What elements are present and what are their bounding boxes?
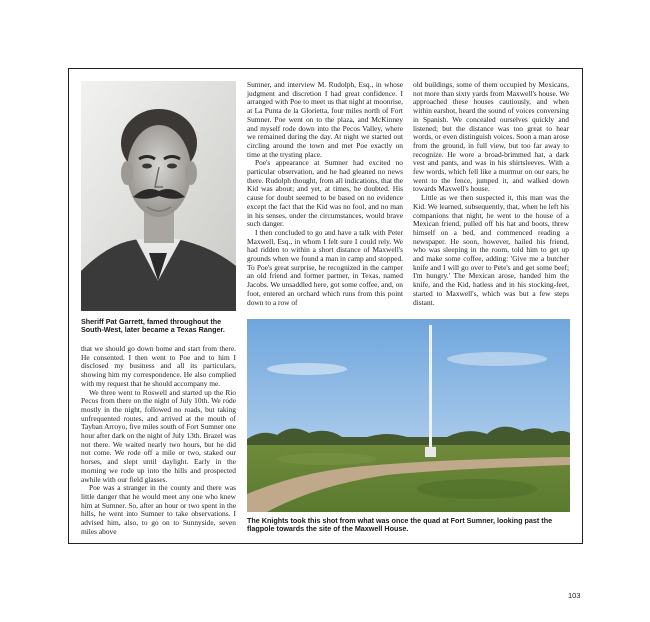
landscape-caption: The Knights took this shot from what was once the quad at Fort Sumner, looking past the flagpole towards the site of the Maxwell House. bbox=[247, 516, 553, 534]
column-1-text bbox=[81, 345, 236, 536]
column-2-text bbox=[247, 81, 403, 307]
portrait-caption: Sheriff Pat Garrett, famed throughout the South-West, later became a Texas Ranger. bbox=[81, 317, 225, 335]
paragraph: Poe was a stranger in the county and there was little danger that he would meet any one who knew him at Sumner. So, after an hour or two spent in the hills, he went into Sumner to take observations. I advised him, also, to go on to Sunnyside, seven miles above bbox=[81, 483, 236, 536]
paragraph: We three went to Roswell and started up the Rio Pecos from there on the night of July 10th. We rode mostly in the night, followed no roads, but taking unfrequented routes, and arrived at the mouth of Tayban Arroyo, five miles south of Fort Sumner one hour after dark on the night of July 13th. Brazel was not there. We waited nearly two hours, but he did not come. We rode off a mile or two, staked our horses, and slept until daylight. Early in the morning we rode up into the hills and prospected awhile with our field glasses. bbox=[81, 387, 236, 484]
paragraph: I then concluded to go and have a talk with Peter Maxwell, Esq., in whom I felt sure I could rely. We had ridden to within a short distance of Maxwell's grounds when we found a man in camp and stopped. To Poe's great surprise, he recognized in the camper an old friend and former partner, in Texas, named Jacobs. We unsaddled here, got some coffee, and, on foot, entered an orchard which runs from this point down to a row of bbox=[247, 227, 403, 307]
landscape-image bbox=[247, 319, 570, 512]
paragraph: old buildings, some of them occupied by Mexicans, not more than sixty yards from Maxwell's house. We approached these houses cautiously, and when within earshot, heard the sound of voices conversing in Spanish. We concealed ourselves quickly and listened; but the distance was too great to hear words, or even distinguish voices. Soon a man arose from the ground, in full view, but too far away to recognize. He wore a broad-brimmed hat, a dark vest and pants, and was in his shirtsleeves. With a few words, which fell like a murmur on our ears, he went to the fence, jumped it, and walked down towards Maxwell's house. bbox=[413, 80, 569, 194]
portrait-image bbox=[81, 81, 236, 311]
paragraph: Poe's appearance at Sumner had excited no particular observation, and he had gleaned no news there. Rudolph thought, from all indications, that the Kid was about; and yet, at times, he doubted. His cause for doubt seemed to be based on no evidence except the fact that the Kid was no fool, and no man in his senses, under the circumstances, would brave such danger. bbox=[247, 158, 403, 229]
portrait-photo bbox=[81, 81, 236, 311]
paragraph: Sumner, and interview M. Rudolph, Esq., in whose judgment and discretion I had great confidence. I arranged with Poe to meet us that night at moonrise, at La Punta de la Glorietta, four miles north of Fort Sumner. Poe went on to the plaza, and McKinney and myself rode down into the Pecos Valley, where we remained during the day. At night we started out circling around the town and met Poe exactly on time at the trysting place. bbox=[247, 80, 403, 159]
paragraph: Little as we then suspected it, this man was the Kid. We learned, subsequently, that, when he left his companions that night, he went to the house of a Mexican friend, pulled off his hat and boots, threw himself on a bed, and commenced reading a newspaper. He soon, however, hailed his friend, who was sleeping in the room, told him to get up and make some coffee, adding: 'Give me a butcher knife and I will go over to Pete's and get some beef; I'm hungry.' The Mexican arose, handed him the knife, and the Kid, hatless and in his stocking-feet, started to Maxwell's, which was but a few steps distant. bbox=[413, 193, 569, 307]
fort-sumner-photo bbox=[247, 319, 570, 512]
page-number: 103 bbox=[568, 591, 581, 600]
column-3-text bbox=[413, 81, 569, 307]
paragraph: that we should go down home and start from there. He consented. I then went to Poe and to him I disclosed my business and all its particulars, showing him my correspondence. He also complied with my request that he should accompany me. bbox=[81, 344, 236, 388]
